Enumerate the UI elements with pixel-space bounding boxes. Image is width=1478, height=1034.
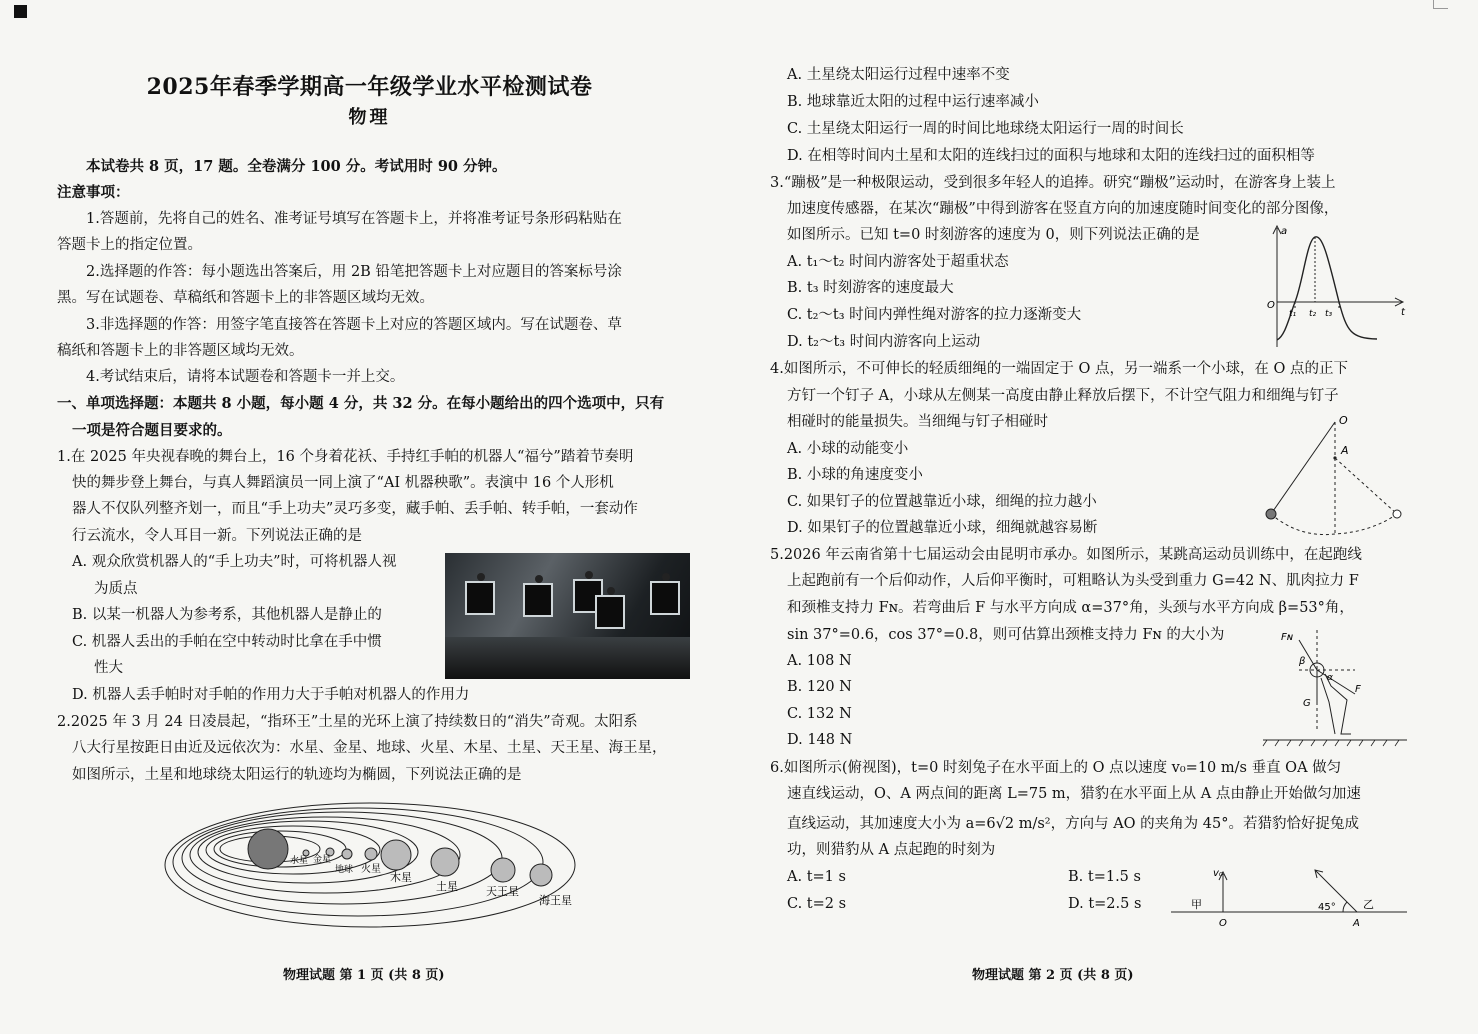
notice-heading: 注意事项：: [57, 184, 130, 201]
planet-saturn: [431, 848, 459, 876]
question-2-text: 如图所示，土星和地球绕太阳运行的轨迹均为椭圆，下列说法正确的是: [72, 767, 522, 783]
angle-label: β: [1299, 656, 1306, 667]
cheetah-label: 乙: [1363, 898, 1374, 911]
graph-axis-label: a: [1281, 226, 1288, 237]
question-4-option: D. 如果钉子的位置越靠近小球，细绳就越容易断: [787, 520, 1098, 536]
question-5-text: 5.2026 年云南省第十七届运动会由昆明市承办。如图所示，某跳高运动员训练中，在起跑线: [770, 547, 1362, 563]
question-2-option: B. 地球靠近太阳的过程中运行速率减小: [787, 94, 1039, 110]
notice-line: 稿纸和答题卡上的非答题区域均无效。: [57, 343, 304, 359]
question-3-option: B. t₃ 时刻游客的速度最大: [787, 280, 954, 296]
question-5-option: D. 148 N: [787, 732, 853, 748]
angle-label: α: [1327, 673, 1333, 683]
exam-intro: 本试卷共 8 页，17 题。全卷满分 100 分。考试用时 90 分钟。: [86, 158, 507, 175]
force-label: Fɴ: [1281, 632, 1294, 643]
question-1-option: 性大: [94, 660, 123, 676]
pendulum-ball-ghost: [1393, 510, 1401, 518]
question-4-text: 方钉一个钉子 A，小球从左侧某一高度由静止释放后摆下，不计空气阻力和细绳与钉子: [787, 388, 1339, 404]
question-1-text: 器人不仅队列整齐划一，而且“手上功夫”灵巧多变，藏手帕、丢手帕、转手帕，一套动作: [72, 501, 638, 517]
nail-point: [1333, 456, 1336, 459]
point-label: A: [1353, 918, 1360, 929]
planet-label: 地球: [335, 865, 354, 875]
pendulum-diagram: [1259, 410, 1409, 540]
question-3-option: A. t₁～t₂ 时间内游客处于超重状态: [787, 254, 1009, 270]
planet-neptune: [530, 864, 552, 886]
planet-label: 天王星: [486, 885, 519, 898]
notice-line: 3.非选择题的作答：用签字笔直接答在答题卡上对应的答题区域内。写在试题卷、草: [86, 317, 622, 333]
question-3-option: D. t₂～t₃ 时间内游客向上运动: [787, 334, 981, 350]
rabbit-label: 甲: [1191, 898, 1202, 911]
question-1-option: D. 机器人丢手帕时对手帕的作用力大于手帕对机器人的作用力: [72, 687, 470, 703]
velocity-label: v₀: [1213, 868, 1223, 879]
chase-diagram: [1167, 862, 1412, 932]
athlete-force-diagram: [1259, 622, 1409, 747]
graph-tick-label: t₁: [1289, 309, 1297, 319]
robot-figure: [465, 581, 495, 615]
question-4-text: 相碰时的能量损失。当细绳与钉子相碰时: [787, 414, 1048, 430]
question-6-text: 直线运动，其加速度大小为 a=6√2 m/s²，方向与 AO 的夹角为 45°。若猎豹恰好捉兔成: [787, 816, 1359, 832]
question-3-text: 加速度传感器，在某次“蹦极”中得到游客在竖直方向的加速度随时间变化的部分图像，: [787, 201, 1339, 217]
question-1-option: B. 以某一机器人为参考系，其他机器人是静止的: [72, 607, 382, 623]
stage-floor: [445, 637, 690, 679]
question-2-text: 八大行星按距日由近及远依次为：水星、金星、地球、火星、木星、土星、天王星、海王星，: [72, 740, 667, 756]
graph-origin-label: O: [1267, 300, 1275, 311]
question-4-option: B. 小球的角速度变小: [787, 467, 923, 483]
question-2-option: C. 土星绕太阳运行一周的时间比地球绕太阳运行一周的时间长: [787, 121, 1184, 137]
question-4-option: C. 如果钉子的位置越靠近小球，细绳的拉力越小: [787, 494, 1097, 510]
force-label: F: [1355, 684, 1361, 695]
question-1-text: 行云流水，令人耳目一新。下列说法正确的是: [72, 528, 362, 544]
planet-label: 火星: [361, 864, 381, 875]
exam-title: 2025年春季学期高一年级学业水平检测试卷: [146, 74, 593, 100]
robot-figure: [595, 595, 625, 629]
graph-tick-label: t₃: [1325, 309, 1333, 319]
question-5-text: sin 37°=0.6，cos 37°=0.8，则可估算出颈椎支持力 Fɴ 的大小为: [787, 627, 1225, 643]
planet-label: 金星: [313, 855, 332, 865]
planet-jupiter: [381, 840, 411, 870]
question-1-option: 为质点: [94, 581, 138, 597]
point-label: A: [1341, 444, 1349, 457]
question-1-text: 快的舞步登上舞台，与真人舞蹈演员一同上演了“AI 机器秧歌”。表演中 16 个人形机: [72, 475, 614, 491]
graph-axis-label: t: [1401, 307, 1405, 318]
page-2: [739, 0, 1478, 1034]
planet-label: 木星: [390, 871, 412, 884]
pendulum-ball: [1266, 509, 1276, 519]
planet-label: 海王星: [539, 894, 572, 907]
notice-line: 4.考试结束后，请将本试题卷和答题卡一并上交。: [86, 369, 405, 385]
question-3-option: C. t₂～t₃ 时间内弹性绳对游客的拉力逐渐变大: [787, 307, 1082, 323]
question-2-option: A. 土星绕太阳运行过程中速率不变: [787, 67, 1010, 83]
question-3-text: 3.“蹦极”是一种极限运动，受到很多年轻人的追捧。研究“蹦极”运动时，在游客身上装上: [770, 175, 1336, 191]
question-5-option: B. 120 N: [787, 679, 852, 695]
planet-label: 水星: [290, 856, 309, 866]
robot-figure: [650, 581, 680, 615]
page-footer: 物理试题 第 2 页 (共 8 页): [972, 968, 1134, 983]
question-1-option: A. 观众欣赏机器人的“手上功夫”时，可将机器人视: [72, 554, 397, 570]
planet-uranus: [491, 858, 515, 882]
planet-label: 土星: [436, 880, 458, 893]
sun: [248, 829, 288, 869]
question-2-text: 2.2025 年 3 月 24 日凌晨起，“指环王”土星的光环上演了持续数日的“消失”奇观。太阳系: [57, 714, 638, 730]
question-6-option: C. t=2 s: [787, 896, 847, 912]
notice-line: 答题卡上的指定位置。: [57, 237, 202, 253]
robot-figure: [523, 583, 553, 617]
point-label: O: [1219, 918, 1227, 929]
question-1-option: C. 机器人丢出的手帕在空中转动时比拿在手中惯: [72, 634, 382, 650]
question-3-text: 如图所示。已知 t=0 时刻游客的速度为 0，则下列说法正确的是: [787, 227, 1200, 243]
graph-tick-label: t₂: [1309, 309, 1317, 319]
question-6-option: B. t=1.5 s: [1068, 869, 1141, 885]
question-5-option: A. 108 N: [787, 653, 852, 669]
question-4-text: 4.如图所示，不可伸长的轻质细绳的一端固定于 O 点，另一端系一个小球，在 O 点的正下: [770, 361, 1349, 377]
section-heading: 一、单项选择题：本题共 8 小题，每小题 4 分，共 32 分。在每小题给出的四个选项中，只有: [57, 395, 665, 412]
solar-system-diagram: [160, 800, 590, 930]
robot-dance-photo: [445, 553, 690, 679]
notice-line: 2.选择题的作答：每小题选出答案后，用 2B 铅笔把答题卡上对应题目的答案标号涂: [86, 264, 622, 280]
question-6-text: 速直线运动，O、A 两点间的距离 L=75 m，猎豹在水平面上从 A 点由静止开始做匀加速: [787, 786, 1361, 802]
question-5-text: 上起跑前有一个后仰动作，人后仰平衡时，可粗略认为头受到重力 G=42 N、肌肉拉力 F: [787, 573, 1359, 589]
question-4-option: A. 小球的动能变小: [787, 441, 909, 457]
question-5-text: 和颈椎支持力 Fɴ。若弯曲后 F 与水平方向成 α=37°角，头颈与水平方向成 β=53°角，: [787, 600, 1354, 616]
question-6-text: 6.如图所示(俯视图)，t=0 时刻兔子在水平面上的 O 点以速度 v₀=10 m/s 垂直 OA 做匀: [770, 760, 1342, 776]
notice-line: 黑。写在试题卷、草稿纸和答题卡上的非答题区域均无效。: [57, 290, 434, 306]
force-label: G: [1303, 698, 1311, 709]
question-6-option: D. t=2.5 s: [1068, 896, 1142, 912]
question-5-option: C. 132 N: [787, 706, 852, 722]
question-1-text: 1.在 2025 年央视春晚的舞台上，16 个身着花袄、手持红手帕的机器人“福兮”踏着节奏明: [57, 449, 634, 465]
question-2-option: D. 在相等时间内土星和太阳的连线扫过的面积与地球和太阳的连线扫过的面积相等: [787, 148, 1315, 164]
planet-mars: [365, 848, 377, 860]
section-heading: 一项是符合题目要求的。: [72, 422, 232, 439]
angle-label: 45°: [1318, 902, 1336, 913]
question-6-option: A. t=1 s: [787, 869, 846, 885]
notice-line: 1.答题前，先将自己的姓名、准考证号填写在答题卡上，并将准考证号条形码粘贴在: [86, 211, 622, 227]
question-6-text: 功，则猎豹从 A 点起跑的时刻为: [787, 842, 996, 858]
point-label: O: [1339, 414, 1348, 427]
acceleration-time-graph: [1267, 222, 1417, 352]
planet-earth: [342, 849, 352, 859]
exam-subject: 物理: [348, 107, 391, 128]
page-footer: 物理试题 第 1 页 (共 8 页): [283, 968, 445, 983]
